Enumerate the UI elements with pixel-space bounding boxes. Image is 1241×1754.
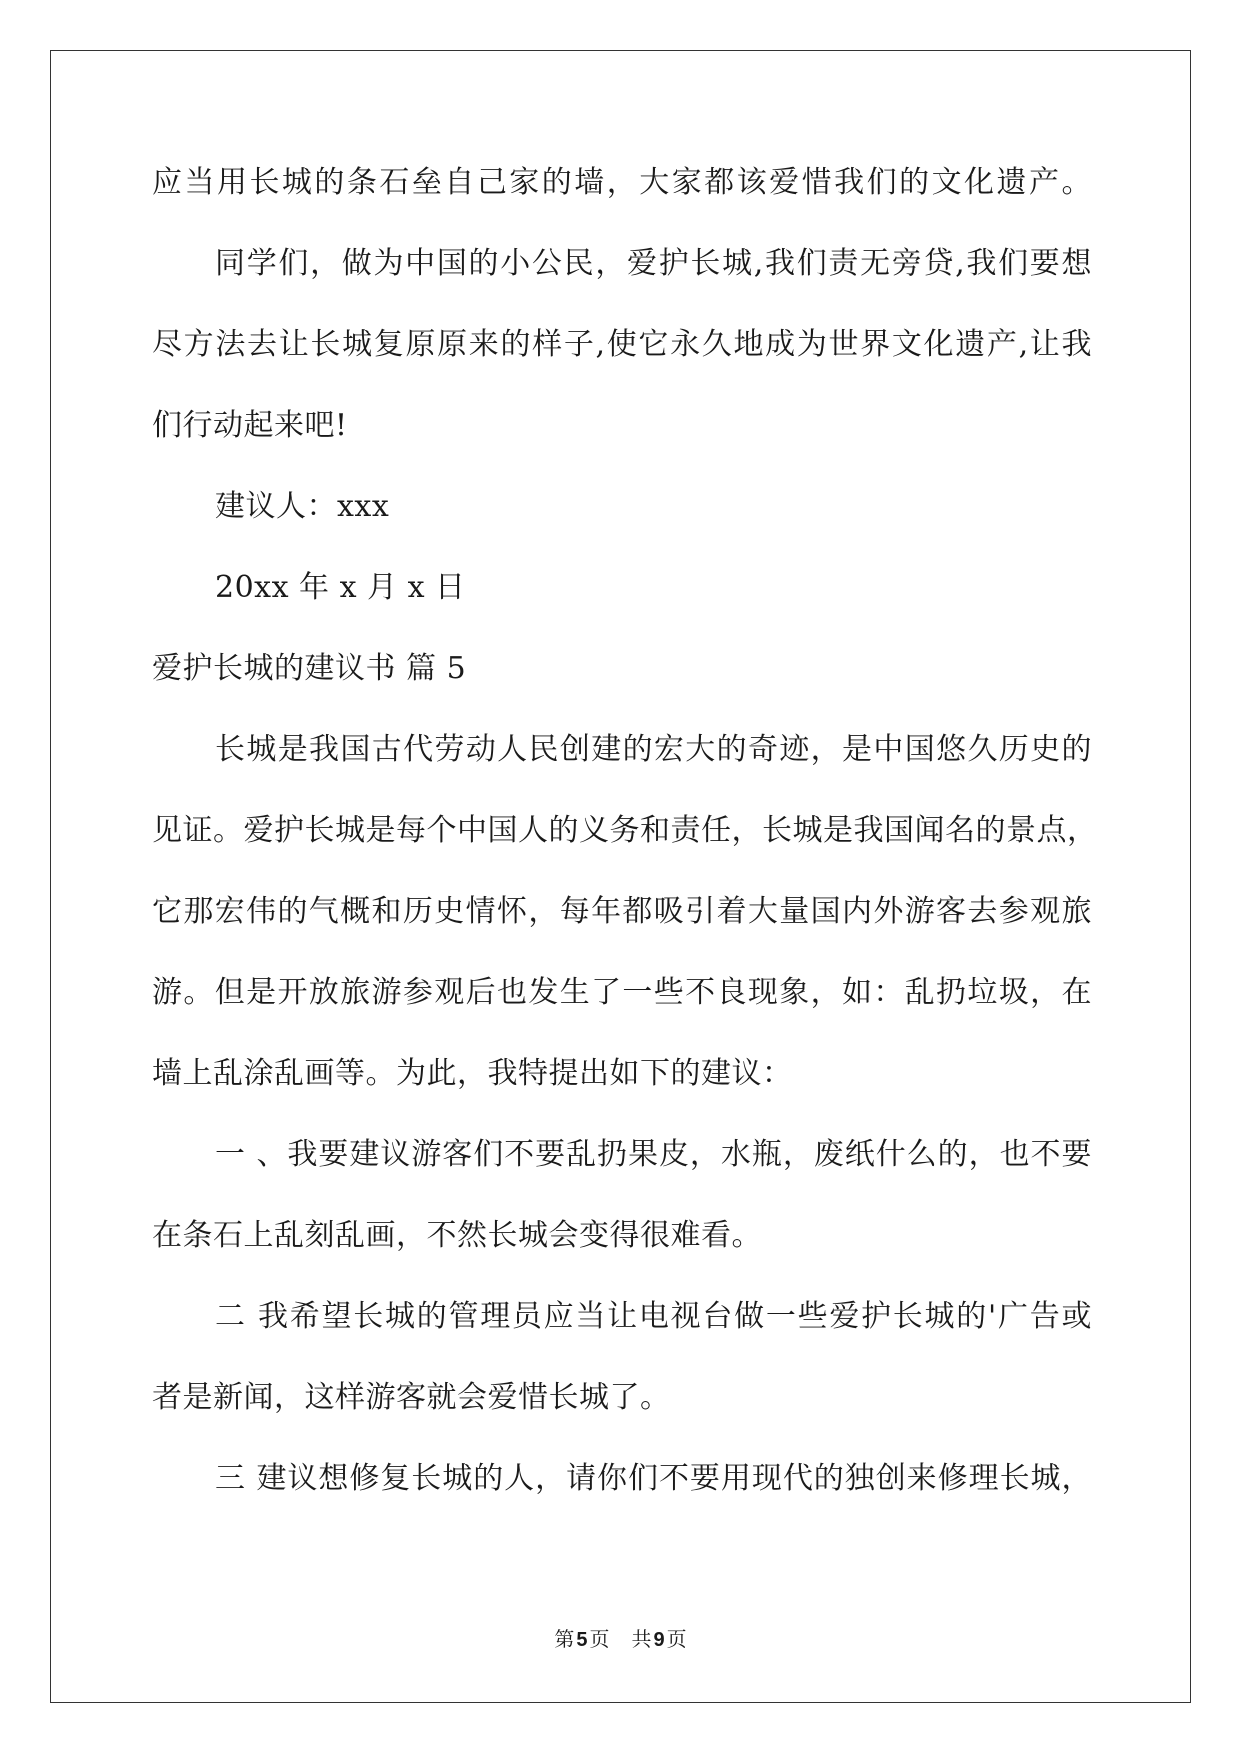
- total-suffix: 页: [666, 1627, 687, 1651]
- page-prefix: 第: [554, 1627, 575, 1651]
- text-line: 见证。爱护长城是每个中国人的义务和责任，长城是我国闻名的景点，: [152, 813, 1098, 848]
- text-line: 三 建议想修复长城的人，请你们不要用现代的独创来修理长城，: [215, 1461, 1092, 1496]
- total-page-number: 9: [653, 1629, 665, 1651]
- text-line: 二 我希望长城的管理员应当让电视台做一些爱护长城的'广告或: [215, 1299, 1092, 1334]
- total-prefix: 共: [631, 1627, 652, 1651]
- date-line: 20xx 年 x 月 x 日: [215, 570, 466, 605]
- section-heading: 爱护长城的建议书 篇 5: [152, 651, 467, 686]
- text-line: 同学们，做为中国的小公民，爱护长城,我们责无旁贷,我们要想: [215, 246, 1092, 281]
- text-line: 尽方法去让长城复原原来的样子,使它永久地成为世界文化遗产,让我: [152, 327, 1092, 362]
- page-suffix: 页: [589, 1627, 610, 1651]
- text-line: 墙上乱涂乱画等。为此，我特提出如下的建议：: [152, 1056, 793, 1091]
- text-line: 者是新闻，这样游客就会爱惜长城了。: [152, 1380, 671, 1415]
- text-line: 长城是我国古代劳动人民创建的宏大的奇迹，是中国悠久历史的: [215, 732, 1092, 767]
- text-line: 它那宏伟的气概和历史情怀，每年都吸引着大量国内外游客去参观旅: [152, 894, 1092, 929]
- document-body: [152, 163, 1098, 1540]
- text-line: 应当用长城的条石垒自己家的墙，大家都该爱惜我们的文化遗产。: [152, 165, 1092, 200]
- text-line: 们行动起来吧!: [152, 408, 348, 443]
- text-line: 游。但是开放旅游参观后也发生了一些不良现象，如：乱扔垃圾，在: [152, 975, 1092, 1010]
- page-footer: [0, 1627, 1241, 1652]
- signature-line: 建议人：xxx: [215, 489, 390, 524]
- current-page-number: 5: [576, 1629, 588, 1651]
- text-line: 一 、我要建议游客们不要乱扔果皮，水瓶，废纸什么的，也不要: [215, 1137, 1092, 1172]
- text-line: 在条石上乱刻乱画，不然长城会变得很难看。: [152, 1218, 762, 1253]
